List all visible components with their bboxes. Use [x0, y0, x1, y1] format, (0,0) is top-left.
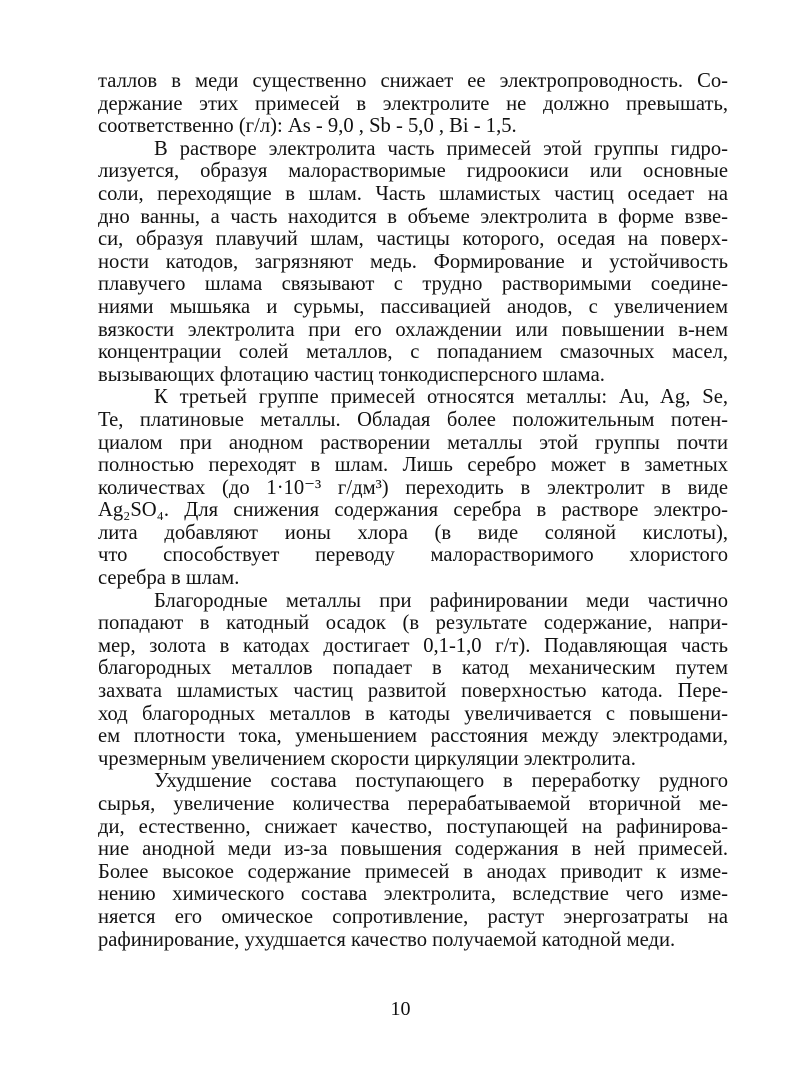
text-line: ем плотности тока, уменьшением расстояния между электродами,	[98, 725, 728, 748]
text-line: лизуется, образуя малорастворимые гидроокиси или основные	[98, 160, 728, 183]
text-line: Более высокое содержание примесей в анодах приводит к изме-	[98, 860, 728, 883]
text-line: дно ванны, а часть находится в объеме электролита в форме взве-	[98, 205, 728, 228]
text-line: соли, переходящие в шлам. Часть шламистых частиц оседает на	[98, 182, 728, 205]
paragraph	[98, 70, 728, 138]
text-line: лита добавляют ионы хлора (в виде соляной кислоты),	[98, 521, 728, 544]
text-line: К третьей группе примесей относятся металлы: Au, Ag, Se,	[154, 386, 728, 409]
text-line: Ухудшение состава поступающего в переработку рудного	[154, 770, 728, 793]
text-line: вызывающих флотацию частиц тонкодисперсного шлама.	[98, 363, 605, 386]
text-line: полностью переходят в шлам. Лишь серебро может в заметных	[98, 454, 728, 477]
text-line: соответственно (г/л): As - 9,0 , Sb - 5,0 , Bi - 1,5.	[98, 115, 517, 138]
text-line: нению химического состава электролита, вследствие чего изме-	[98, 883, 728, 906]
paragraph	[98, 770, 728, 951]
text-line: плавучего шлама связывают с трудно растворимыми соедине-	[98, 273, 728, 296]
text-line: циалом при анодном растворении металлы этой группы почти	[98, 431, 728, 454]
text-line: попадают в катодный осадок (в результате содержание, напри-	[98, 612, 728, 635]
text-line: си, образуя плавучий шлам, частицы которого, оседая на поверх-	[98, 228, 728, 251]
page-body	[98, 70, 728, 951]
text-line: чрезмерным увеличением скорости циркуляции электролита.	[98, 747, 636, 770]
text-line: ди, естественно, снижает качество, поступающей на рафинирова-	[98, 815, 728, 838]
text-line: количествах (до 1·10⁻³ г/дм³) переходить в электролит в виде	[98, 476, 728, 499]
text-line: Благородные металлы при рафинировании меди частично	[154, 589, 728, 612]
text-column	[98, 70, 728, 951]
text-line: ности катодов, загрязняют медь. Формирование и устойчивость	[98, 250, 728, 273]
text-line: няется его омическое сопротивление, растут энергозатраты на	[98, 905, 728, 928]
page-number: 10	[390, 998, 411, 1020]
text-line: концентрации солей металлов, с попаданием смазочных масел,	[98, 341, 728, 364]
text-line: таллов в меди существенно снижает ее электропроводность. Со-	[98, 70, 728, 92]
text-line: Te, платиновые металлы. Обладая более положительным потен-	[98, 408, 728, 431]
text-line: В растворе электролита часть примесей этой группы гидро-	[154, 137, 728, 160]
text-line: рафинирование, ухудшается качество получаемой катодной меди.	[98, 928, 676, 951]
paragraph	[98, 138, 728, 387]
text-line: мер, золота в катодах достигает 0,1-1,0 г/т). Подавляющая часть	[98, 634, 728, 657]
text-line: вязкости электролита при его охлаждении или повышении в-нем	[98, 318, 728, 341]
text-line: ние анодной меди из-за повышения содержания в ней примесей.	[98, 838, 728, 861]
text-line: ниями мышьяка и сурьмы, пассивацией анодов, с увеличением	[98, 295, 728, 318]
text-line: сырья, увеличение количества перерабатываемой вторичной ме-	[98, 793, 728, 815]
text-line: захвата шламистых частиц развитой поверхностью катода. Пере-	[98, 680, 728, 703]
paragraph	[98, 386, 728, 589]
text-line: что способствует переводу малорастворимого хлористого	[98, 544, 728, 567]
text-line: благородных металлов попадает в катод механическим путем	[98, 657, 728, 680]
paragraph	[98, 590, 728, 771]
text-line: Ag₂SO₄. Для снижения содержания серебра в растворе электро-	[98, 499, 728, 522]
text-line: ход благородных металлов в катоды увеличивается с повышени-	[98, 702, 728, 725]
text-line: держание этих примесей в электролите не должно превышать,	[98, 92, 728, 115]
text-line: серебра в шлам.	[98, 567, 240, 590]
